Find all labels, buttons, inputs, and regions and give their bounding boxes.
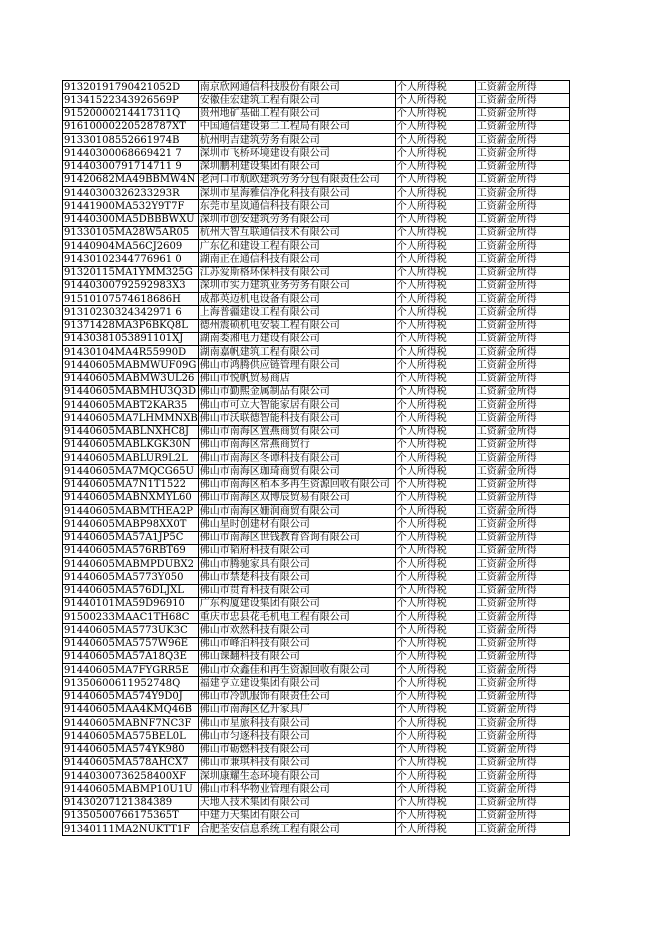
income-item-cell[interactable]: 工资薪金所得 — [475, 571, 569, 584]
tax-type-cell[interactable]: 个人所得税 — [395, 770, 475, 783]
taxpayer-id-cell[interactable]: 91440605MA57A1JP5C — [63, 531, 199, 544]
company-name-cell[interactable]: 佛山市悦帆贸易商店 — [198, 372, 395, 385]
table-row — [63, 571, 570, 584]
company-name-cell[interactable]: 重庆市忠县花毛机电工程有限公司 — [198, 611, 395, 624]
table-row — [63, 544, 570, 557]
tax-type-cell[interactable]: 个人所得税 — [395, 372, 475, 385]
company-name-cell[interactable]: 佛山市南海区亿升家具厂 — [198, 703, 395, 716]
tax-type-cell[interactable]: 个人所得税 — [395, 94, 475, 107]
company-name-cell[interactable]: 佛山市沃联德智能科技有限公司 — [198, 412, 395, 425]
taxpayer-id-cell[interactable]: 91441900MA532Y9T7F — [63, 200, 199, 213]
tax-type-cell[interactable]: 个人所得税 — [395, 544, 475, 557]
tax-type-cell[interactable]: 个人所得税 — [395, 558, 475, 571]
table-row — [63, 664, 570, 677]
taxpayer-id-cell[interactable]: 91340111MA2NUKTT1F — [63, 823, 199, 836]
tax-type-cell[interactable]: 个人所得税 — [395, 478, 475, 491]
income-item-cell[interactable]: 工资薪金所得 — [475, 823, 569, 836]
tax-type-cell[interactable]: 个人所得税 — [395, 412, 475, 425]
table-row — [63, 240, 570, 253]
income-item-cell[interactable]: 工资薪金所得 — [475, 505, 569, 518]
table-row — [63, 491, 570, 504]
income-item-cell[interactable]: 工资薪金所得 — [475, 187, 569, 200]
company-name-cell[interactable]: 佛山市峰泊科技有限公司 — [198, 637, 395, 650]
company-name-cell[interactable]: 佛山市勤熙金属制品有限公司 — [198, 385, 395, 398]
income-item-cell[interactable]: 工资薪金所得 — [475, 597, 569, 610]
company-name-cell[interactable]: 南京欣网通信科技股份有限公司 — [198, 81, 395, 94]
company-name-cell[interactable]: 深圳鹏利建设集团有限公司 — [198, 160, 395, 173]
table-row — [63, 385, 570, 398]
tax-type-cell[interactable]: 个人所得税 — [395, 240, 475, 253]
income-item-cell[interactable]: 工资薪金所得 — [475, 372, 569, 385]
income-item-cell[interactable]: 工资薪金所得 — [475, 465, 569, 478]
income-item-cell[interactable]: 工资薪金所得 — [475, 518, 569, 531]
tax-type-cell[interactable]: 个人所得税 — [395, 730, 475, 743]
tax-type-cell[interactable]: 个人所得税 — [395, 147, 475, 160]
company-name-cell[interactable]: 佛山市砺燃科技有限公司 — [198, 743, 395, 756]
tax-type-cell[interactable]: 个人所得税 — [395, 160, 475, 173]
tax-type-cell[interactable]: 个人所得税 — [395, 266, 475, 279]
company-name-cell[interactable]: 佛山市南海区冬谭科技有限公司 — [198, 452, 395, 465]
company-name-cell[interactable]: 德州震硕机电安装工程有限公司 — [198, 319, 395, 332]
company-name-cell[interactable]: 湖南正在通信科技有限公司 — [198, 253, 395, 266]
income-item-cell[interactable]: 工资薪金所得 — [475, 306, 569, 319]
taxpayer-id-cell[interactable]: 91440605MA5773UK3C — [63, 624, 199, 637]
taxpayer-id-cell[interactable]: 91440605MA5757W96E — [63, 637, 199, 650]
income-item-cell[interactable]: 工资薪金所得 — [475, 385, 569, 398]
income-item-cell[interactable]: 工资薪金所得 — [475, 531, 569, 544]
company-name-cell[interactable]: 佛山市兼琪科技有限公司 — [198, 756, 395, 769]
tax-type-cell[interactable]: 个人所得税 — [395, 253, 475, 266]
income-item-cell[interactable]: 工资薪金所得 — [475, 107, 569, 120]
income-item-cell[interactable]: 工资薪金所得 — [475, 173, 569, 186]
taxpayer-id-cell[interactable]: 91440605MA5773Y050 — [63, 571, 199, 584]
tax-type-cell[interactable]: 个人所得税 — [395, 173, 475, 186]
income-item-cell[interactable]: 工资薪金所得 — [475, 147, 569, 160]
tax-type-cell[interactable]: 个人所得税 — [395, 200, 475, 213]
income-item-cell[interactable]: 工资薪金所得 — [475, 703, 569, 716]
table-row — [63, 518, 570, 531]
table-row — [63, 319, 570, 332]
taxpayer-id-cell[interactable]: 91430381053891101XJ — [63, 332, 199, 345]
company-name-cell[interactable]: 佛山市南海区世钱教育咨询有限公司 — [198, 531, 395, 544]
income-item-cell[interactable]: 工资薪金所得 — [475, 425, 569, 438]
income-item-cell[interactable]: 工资薪金所得 — [475, 637, 569, 650]
company-name-cell[interactable]: 深圳市飞桥环境建设有限公司 — [198, 147, 395, 160]
company-name-cell[interactable]: 深圳市实力建筑业务劳务有限公司 — [198, 279, 395, 292]
company-name-cell[interactable]: 佛山市鸿腾供应链管理有限公司 — [198, 359, 395, 372]
income-item-cell[interactable]: 工资薪金所得 — [475, 717, 569, 730]
tax-type-cell[interactable]: 个人所得税 — [395, 279, 475, 292]
company-name-cell[interactable]: 佛山市匀逐科技有限公司 — [198, 730, 395, 743]
table-body — [63, 81, 570, 836]
tax-type-cell[interactable]: 个人所得税 — [395, 783, 475, 796]
tax-type-cell[interactable]: 个人所得税 — [395, 703, 475, 716]
table-row — [63, 213, 570, 226]
income-item-cell[interactable]: 工资薪金所得 — [475, 240, 569, 253]
taxpayer-id-cell[interactable]: 91420682MA49BBMW4N — [63, 173, 199, 186]
company-name-cell[interactable]: 佛山市韬府科技有限公司 — [198, 544, 395, 557]
taxpayer-id-cell[interactable]: 91430104MA4R55990D — [63, 346, 199, 359]
taxpayer-id-cell[interactable]: 91440904MA56CJ2609 — [63, 240, 199, 253]
taxpayer-id-cell[interactable]: 91440605MA574YK980 — [63, 743, 199, 756]
taxpayer-table — [62, 80, 570, 836]
tax-type-cell[interactable]: 个人所得税 — [395, 505, 475, 518]
table-row — [63, 584, 570, 597]
tax-type-cell[interactable]: 个人所得税 — [395, 809, 475, 822]
tax-type-cell[interactable]: 个人所得税 — [395, 81, 475, 94]
taxpayer-id-cell[interactable]: 91440605MABMW3UL26 — [63, 372, 199, 385]
income-item-cell[interactable]: 工资薪金所得 — [475, 293, 569, 306]
table-row — [63, 332, 570, 345]
income-item-cell[interactable]: 工资薪金所得 — [475, 134, 569, 147]
taxpayer-id-cell[interactable]: 91440605MA7FYGRR5E — [63, 664, 199, 677]
taxpayer-id-cell[interactable]: 91520000214417311Q — [63, 107, 199, 120]
taxpayer-id-cell[interactable]: 91440605MA576RBT69 — [63, 544, 199, 557]
table-row — [63, 107, 570, 120]
company-name-cell[interactable]: 佛山市星旅科技有限公司 — [198, 717, 395, 730]
taxpayer-id-cell[interactable]: 91440300068669421 7 — [63, 147, 199, 160]
tax-type-cell[interactable]: 个人所得税 — [395, 107, 475, 120]
taxpayer-id-cell[interactable]: 91440605MA7MQCG65U — [63, 465, 199, 478]
tax-type-cell[interactable]: 个人所得税 — [395, 823, 475, 836]
table-row — [63, 187, 570, 200]
tax-type-cell[interactable]: 个人所得税 — [395, 332, 475, 345]
income-item-cell[interactable]: 工资薪金所得 — [475, 266, 569, 279]
taxpayer-id-cell[interactable]: 91440101MA59D96910 — [63, 597, 199, 610]
tax-type-cell[interactable]: 个人所得税 — [395, 425, 475, 438]
company-name-cell[interactable]: 湖南嘉帆建筑工程有限公司 — [198, 346, 395, 359]
tax-type-cell[interactable]: 个人所得税 — [395, 597, 475, 610]
income-item-cell[interactable]: 工资薪金所得 — [475, 253, 569, 266]
tax-type-cell[interactable]: 个人所得税 — [395, 717, 475, 730]
company-name-cell[interactable]: 湖南娄湘电力建设有限公司 — [198, 332, 395, 345]
table-row — [63, 293, 570, 306]
income-item-cell[interactable]: 工资薪金所得 — [475, 491, 569, 504]
tax-type-cell[interactable]: 个人所得税 — [395, 465, 475, 478]
company-name-cell[interactable]: 安徽佳宏建筑工程有限公司 — [198, 94, 395, 107]
table-row — [63, 253, 570, 266]
income-item-cell[interactable]: 工资薪金所得 — [475, 160, 569, 173]
company-name-cell[interactable]: 佛山市科华物业管理有限公司 — [198, 783, 395, 796]
taxpayer-id-cell[interactable]: 91440605MABLUR9L2L — [63, 452, 199, 465]
taxpayer-id-cell[interactable]: 91320115MA1YMM325G — [63, 266, 199, 279]
income-item-cell[interactable]: 工资薪金所得 — [475, 611, 569, 624]
company-name-cell[interactable]: 广东构厦建设集团有限公司 — [198, 597, 395, 610]
company-name-cell[interactable]: 佛山市南海区双博辰贸易有限公司 — [198, 491, 395, 504]
tax-type-cell[interactable]: 个人所得税 — [395, 120, 475, 133]
table-row — [63, 783, 570, 796]
company-name-cell[interactable]: 佛山星时创建材有限公司 — [198, 518, 395, 531]
company-name-cell[interactable]: 天地人技术集团有限公司 — [198, 796, 395, 809]
tax-type-cell[interactable]: 个人所得税 — [395, 438, 475, 451]
income-item-cell[interactable]: 工资薪金所得 — [475, 650, 569, 663]
income-item-cell[interactable]: 工资薪金所得 — [475, 81, 569, 94]
tax-type-cell[interactable]: 个人所得税 — [395, 756, 475, 769]
company-name-cell[interactable]: 深圳市创安建筑劳务有限公司 — [198, 213, 395, 226]
taxpayer-id-cell[interactable]: 91350600611952748Q — [63, 677, 199, 690]
taxpayer-id-cell[interactable]: 91440605MA574Y9D0J — [63, 690, 199, 703]
taxpayer-id-cell[interactable]: 91440605MABMHU3Q3D — [63, 385, 199, 398]
table-row — [63, 717, 570, 730]
table-row — [63, 531, 570, 544]
income-item-cell[interactable]: 工资薪金所得 — [475, 584, 569, 597]
company-name-cell[interactable]: 佛山市腾驰家具有限公司 — [198, 558, 395, 571]
table-row — [63, 372, 570, 385]
income-item-cell[interactable]: 工资薪金所得 — [475, 756, 569, 769]
income-item-cell[interactable]: 工资薪金所得 — [475, 200, 569, 213]
table-row — [63, 226, 570, 239]
taxpayer-id-cell[interactable]: 91440605MABNXMYL60 — [63, 491, 199, 504]
company-name-cell[interactable]: 成都英迈机电设备有限公司 — [198, 293, 395, 306]
income-item-cell[interactable]: 工资薪金所得 — [475, 796, 569, 809]
income-item-cell[interactable]: 工资薪金所得 — [475, 677, 569, 690]
company-name-cell[interactable]: 江苏爱斯格环保科技有限公司 — [198, 266, 395, 279]
table-row — [63, 756, 570, 769]
income-item-cell[interactable]: 工资薪金所得 — [475, 664, 569, 677]
tax-type-cell[interactable]: 个人所得税 — [395, 796, 475, 809]
tax-type-cell[interactable]: 个人所得税 — [395, 306, 475, 319]
company-name-cell[interactable]: 广东亿和建设工程有限公司 — [198, 240, 395, 253]
tax-type-cell[interactable]: 个人所得税 — [395, 226, 475, 239]
tax-type-cell[interactable]: 个人所得税 — [395, 385, 475, 398]
income-item-cell[interactable]: 工资薪金所得 — [475, 319, 569, 332]
taxpayer-id-cell[interactable]: 91440605MA57A18Q3E — [63, 650, 199, 663]
table-row — [63, 147, 570, 160]
taxpayer-id-cell[interactable]: 91440605MABMP10U1U — [63, 783, 199, 796]
tax-type-cell[interactable]: 个人所得税 — [395, 690, 475, 703]
taxpayer-id-cell[interactable]: 91500233MAAC1TH68C — [63, 611, 199, 624]
table-row — [63, 823, 570, 836]
tax-type-cell[interactable]: 个人所得税 — [395, 611, 475, 624]
table-row — [63, 558, 570, 571]
taxpayer-id-cell[interactable]: 91440300791714711 9 — [63, 160, 199, 173]
taxpayer-id-cell[interactable]: 91440605MABT2KAR35 — [63, 399, 199, 412]
table-row — [63, 346, 570, 359]
taxpayer-id-cell[interactable]: 91440605MABP98XX0T — [63, 518, 199, 531]
taxpayer-id-cell[interactable]: 91440605MA7LHMMNXB — [64, 412, 198, 424]
income-item-cell[interactable]: 工资薪金所得 — [475, 783, 569, 796]
tax-type-cell[interactable]: 个人所得税 — [395, 743, 475, 756]
table-row — [63, 438, 570, 451]
company-name-cell[interactable]: 上海普疆建设工程有限公司 — [198, 306, 395, 319]
company-name-cell[interactable]: 佛山市欢然科技有限公司 — [198, 624, 395, 637]
table-row — [63, 200, 570, 213]
taxpayer-id-cell[interactable]: 91430102344776961 0 — [63, 253, 199, 266]
company-name-cell[interactable]: 佛山市可立大智能家居有限公司 — [198, 399, 395, 412]
taxpayer-id-cell[interactable]: 91440605MABMPDUBX2 — [63, 558, 199, 571]
taxpayer-id-cell[interactable]: 91440300736258400XF — [63, 770, 199, 783]
table-row — [63, 770, 570, 783]
table-row — [63, 399, 570, 412]
income-item-cell[interactable]: 工资薪金所得 — [475, 346, 569, 359]
tax-type-cell[interactable]: 个人所得税 — [395, 571, 475, 584]
table-row — [63, 677, 570, 690]
table-row — [63, 730, 570, 743]
taxpayer-id-cell[interactable]: 91440605MABMWUF09G — [64, 359, 197, 371]
tax-type-cell[interactable]: 个人所得税 — [395, 677, 475, 690]
income-item-cell[interactable]: 工资薪金所得 — [475, 558, 569, 571]
company-name-cell[interactable]: 贵州地矿基础工程有限公司 — [198, 107, 395, 120]
table-row — [63, 279, 570, 292]
company-name-cell[interactable]: 合肥荃安信息系统工程有限公司 — [198, 823, 395, 836]
taxpayer-id-cell[interactable]: 91350500766175365T — [63, 809, 199, 822]
table-row — [63, 465, 570, 478]
table-row — [63, 624, 570, 637]
taxpayer-id-cell[interactable]: 91440605MA7N1T1522 — [63, 478, 199, 491]
taxpayer-id-cell[interactable]: 91440605MABMTHEA2P — [63, 505, 199, 518]
taxpayer-id-cell[interactable]: 91440605MABNF7NC3F — [63, 717, 199, 730]
income-item-cell[interactable]: 工资薪金所得 — [475, 399, 569, 412]
tax-type-cell[interactable]: 个人所得税 — [395, 664, 475, 677]
taxpayer-id-cell[interactable]: 91440300MA5DBBBWXU — [63, 213, 199, 226]
table-row — [63, 81, 570, 94]
taxpayer-id-cell[interactable]: 91440605MA576DLJXL — [63, 584, 199, 597]
taxpayer-id-cell[interactable]: 91320191790421052D — [63, 81, 199, 94]
company-name-cell[interactable]: 佛山市冷凯服饰有限责任公司 — [198, 690, 395, 703]
tax-type-cell[interactable]: 个人所得税 — [395, 518, 475, 531]
income-item-cell[interactable]: 工资薪金所得 — [475, 438, 569, 451]
company-name-cell[interactable]: 佛山市南海区珈琦商贸有限公司 — [198, 465, 395, 478]
company-name-cell[interactable]: 老河口市航欧建筑劳务分包有限责任公司 — [198, 173, 395, 186]
company-name-cell[interactable]: 福建亨立建设集团有限公司 — [198, 677, 395, 690]
tax-type-cell[interactable]: 个人所得税 — [395, 491, 475, 504]
company-name-cell[interactable]: 佛山市南海区常燕商贸行 — [198, 438, 395, 451]
tax-type-cell[interactable]: 个人所得税 — [395, 650, 475, 663]
taxpayer-id-cell[interactable]: 91371428MA3P6BKQ8L — [63, 319, 199, 332]
tax-type-cell[interactable]: 个人所得税 — [395, 584, 475, 597]
table-row — [63, 412, 570, 425]
table-row — [63, 597, 570, 610]
company-name-cell[interactable]: 中建力天集团有限公司 — [198, 809, 395, 822]
tax-type-cell[interactable]: 个人所得税 — [395, 452, 475, 465]
table-row — [63, 611, 570, 624]
table-row — [63, 306, 570, 319]
taxpayer-id-cell[interactable]: 91440300792592983X3 — [63, 279, 199, 292]
table-row — [63, 690, 570, 703]
table-row — [63, 173, 570, 186]
taxpayer-id-cell[interactable]: 91330108552661974B — [63, 134, 199, 147]
table-row — [63, 703, 570, 716]
income-item-cell[interactable]: 工资薪金所得 — [475, 94, 569, 107]
income-item-cell[interactable]: 工资薪金所得 — [475, 359, 569, 372]
taxpayer-id-cell[interactable]: 91440605MA578AHCX7 — [63, 756, 199, 769]
table-row — [63, 134, 570, 147]
taxpayer-id-cell[interactable]: 91330105MA28W5AR05 — [63, 226, 199, 239]
tax-type-cell[interactable]: 个人所得税 — [395, 134, 475, 147]
company-name-cell[interactable]: 佛山市众鑫佳和再生资源回收有限公司 — [198, 664, 395, 677]
income-item-cell[interactable]: 工资薪金所得 — [475, 213, 569, 226]
company-name-cell[interactable]: 佛山市贯育科技有限公司 — [198, 584, 395, 597]
tax-type-cell[interactable]: 个人所得税 — [395, 624, 475, 637]
company-name-cell[interactable]: 佛山市禁楚科技有限公司 — [198, 571, 395, 584]
table-row — [63, 160, 570, 173]
income-item-cell[interactable]: 工资薪金所得 — [475, 743, 569, 756]
tax-type-cell[interactable]: 个人所得税 — [395, 187, 475, 200]
income-item-cell[interactable]: 工资薪金所得 — [475, 770, 569, 783]
income-item-cell[interactable]: 工资薪金所得 — [475, 809, 569, 822]
taxpayer-id-cell[interactable]: 91440605MA575BEL0L — [63, 730, 199, 743]
taxpayer-id-cell[interactable]: 91440605MABLNXHC8J — [63, 425, 199, 438]
taxpayer-id-cell[interactable]: 91440300326233293R — [63, 187, 199, 200]
table-row — [63, 94, 570, 107]
tax-type-cell[interactable]: 个人所得税 — [395, 531, 475, 544]
table-row — [63, 796, 570, 809]
company-name-cell[interactable]: 杭州明吉建筑劳务有限公司 — [198, 134, 395, 147]
tax-type-cell[interactable]: 个人所得税 — [395, 359, 475, 372]
income-item-cell[interactable]: 工资薪金所得 — [475, 730, 569, 743]
taxpayer-id-cell[interactable]: 91510107574618686H — [63, 293, 199, 306]
taxpayer-id-cell[interactable]: 91430207121384389 — [63, 796, 199, 809]
income-item-cell[interactable]: 工资薪金所得 — [475, 690, 569, 703]
tax-type-cell[interactable]: 个人所得税 — [395, 399, 475, 412]
table-row — [63, 452, 570, 465]
company-name-cell[interactable]: 杭州大智互联通信技术有限公司 — [198, 226, 395, 239]
table-row — [63, 505, 570, 518]
taxpayer-id-cell[interactable]: 91610000220528787XT — [63, 120, 199, 133]
taxpayer-id-cell[interactable]: 91341522343926569P — [63, 94, 199, 107]
income-item-cell[interactable]: 工资薪金所得 — [475, 452, 569, 465]
income-item-cell[interactable]: 工资薪金所得 — [475, 332, 569, 345]
income-item-cell[interactable]: 工资薪金所得 — [475, 279, 569, 292]
tax-type-cell[interactable]: 个人所得税 — [395, 213, 475, 226]
table-row — [63, 637, 570, 650]
income-item-cell[interactable]: 工资薪金所得 — [475, 544, 569, 557]
company-name-cell[interactable]: 佛山市南海区栢本多再生资源回收有限公司 — [198, 478, 395, 491]
taxpayer-id-cell[interactable]: 91440605MABLKGK30N — [63, 438, 199, 451]
table-row — [63, 478, 570, 491]
tax-type-cell[interactable]: 个人所得税 — [395, 346, 475, 359]
company-name-cell[interactable]: 佛山市南海区置燕商贸有限公司 — [198, 425, 395, 438]
income-item-cell[interactable]: 工资薪金所得 — [475, 226, 569, 239]
table-row — [63, 743, 570, 756]
tax-type-cell[interactable]: 个人所得税 — [395, 637, 475, 650]
company-name-cell[interactable]: 中国通信建设第二工程局有限公司 — [198, 120, 395, 133]
company-name-cell[interactable]: 深圳市星海雅信净化科技有限公司 — [198, 187, 395, 200]
income-item-cell[interactable]: 工资薪金所得 — [475, 624, 569, 637]
table-row — [63, 266, 570, 279]
tax-type-cell[interactable]: 个人所得税 — [395, 319, 475, 332]
company-name-cell[interactable]: 佛山市南海区姗润商贸有限公司 — [198, 505, 395, 518]
table-row — [63, 120, 570, 133]
income-item-cell[interactable]: 工资薪金所得 — [475, 120, 569, 133]
income-item-cell[interactable]: 工资薪金所得 — [475, 478, 569, 491]
company-name-cell[interactable]: 深圳康耀生态环境有限公司 — [198, 770, 395, 783]
income-item-cell[interactable]: 工资薪金所得 — [475, 412, 569, 425]
table-row — [63, 650, 570, 663]
table-row — [63, 359, 570, 372]
company-name-cell[interactable]: 东莞市星岚通信科技有限公司 — [198, 200, 395, 213]
company-name-cell[interactable]: 佛山课翻科技有限公司 — [198, 650, 395, 663]
taxpayer-id-cell[interactable]: 91440605MAA4KMQ46B — [63, 703, 199, 716]
table-row — [63, 809, 570, 822]
taxpayer-id-cell[interactable]: 91310230324342971 6 — [63, 306, 199, 319]
table-row — [63, 425, 570, 438]
tax-type-cell[interactable]: 个人所得税 — [395, 293, 475, 306]
